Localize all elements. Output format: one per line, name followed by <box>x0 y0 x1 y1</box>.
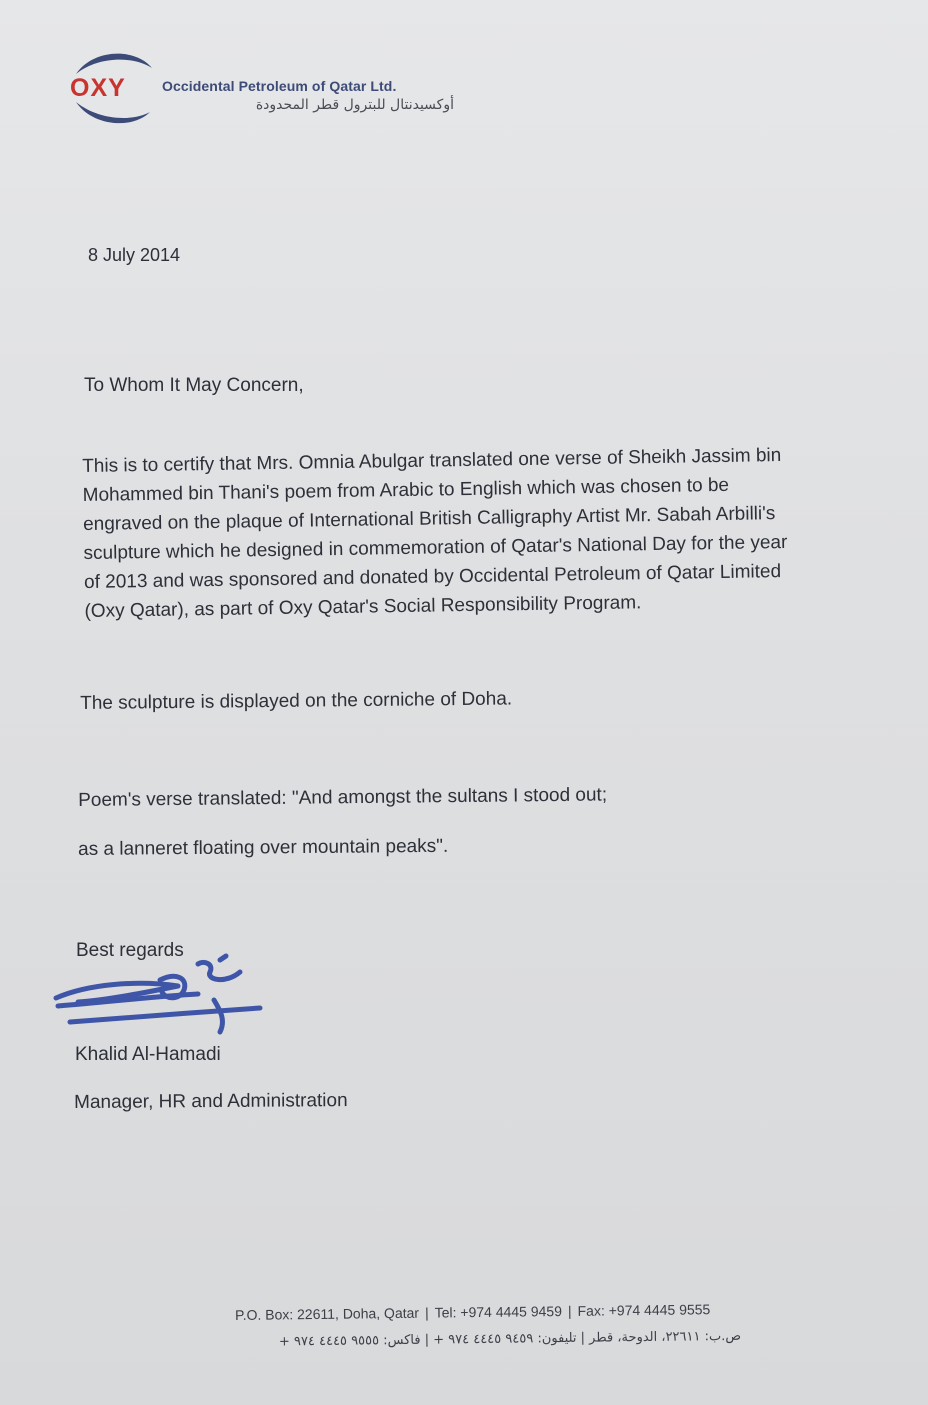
company-name-arabic: أوكسيدنتال للبترول قطر المحدودة <box>255 97 454 113</box>
sculpture-location: The sculpture is displayed on the corniche of Doha. <box>80 688 513 714</box>
footer-po-box: P.O. Box: 22611, Doha, Qatar <box>235 1304 420 1323</box>
footer-fax: Fax: +974 4445 9555 <box>577 1301 711 1319</box>
company-name-english: Occidental Petroleum of Qatar Ltd. <box>162 78 397 94</box>
footer-contact-english <box>235 1301 710 1323</box>
footer-separator: | <box>424 1304 429 1321</box>
body-line: This is to certify that Mrs. Omnia Abulgar translated one verse of Sheikh Jassim bin <box>82 445 782 477</box>
poem-verse-line-2: as a lanneret floating over mountain peaks". <box>78 835 449 860</box>
body-line: Mohammed bin Thani's poem from Arabic to English which was chosen to be <box>82 474 730 506</box>
body-line: sculpture which he designed in commemoration of Qatar's National Day for the year <box>83 531 788 564</box>
footer-separator: | <box>567 1302 572 1319</box>
oxy-logo-icon <box>66 46 162 132</box>
poem-verse-line-1: Poem's verse translated: "And amongst the sultans I stood out; <box>78 784 608 811</box>
body-line: of 2013 and was sponsored and donated by Occidental Petroleum of Qatar Limited <box>83 561 782 593</box>
letterhead <box>66 46 486 136</box>
letter-date: 8 July 2014 <box>88 245 181 265</box>
signer-title: Manager, HR and Administration <box>74 1090 348 1113</box>
body-line: engraved on the plaque of International British Calligraphy Artist Mr. Sabah Arbilli's <box>82 503 776 535</box>
body-paragraph <box>82 440 875 626</box>
footer-contact-arabic: ص.ب: ٢٢٦١١، الدوحة، قطر | تليفون: ٩٤٥٩ ٤٤٤٥ ٩٧٤ + | فاكس: ٩٥٥٥ ٤٤٤٥ ٩٧٤ + <box>278 1328 742 1350</box>
signer-name: Khalid Al-Hamadi <box>75 1044 221 1065</box>
svg-text:OXY: OXY <box>70 74 126 102</box>
handwritten-signature-icon <box>48 950 278 1040</box>
footer-tel: Tel: +974 4445 9459 <box>434 1303 563 1321</box>
closing: Best regards <box>76 940 184 961</box>
salutation: To Whom It May Concern, <box>84 375 304 396</box>
body-line: (Oxy Qatar), as part of Oxy Qatar's Social Responsibility Program. <box>84 592 642 622</box>
